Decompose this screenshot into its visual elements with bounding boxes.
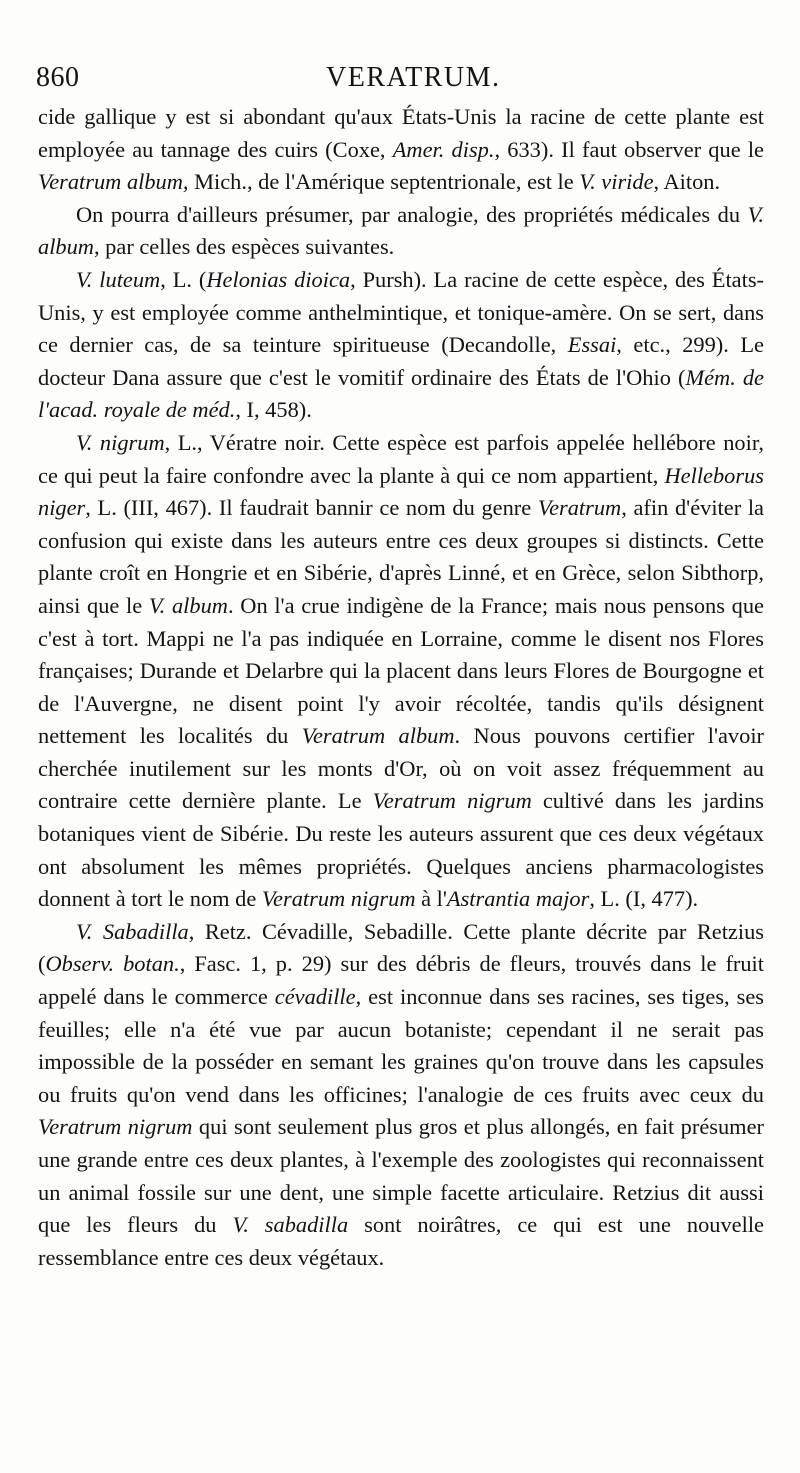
page-header (36, 60, 776, 104)
paragraph-proprietes (38, 199, 764, 264)
text-segment: cide gallique y est si abondant qu'aux États-Unis la racine de cette plante est employée au tannage des cuirs (Coxe, (38, 104, 764, 162)
text-segment: cultivé dans les jardins botaniques vient de Sibérie. Du reste les auteurs assurent que ces deux végétaux ont absolument les mêmes propriétés. Quelques anciens pharmacologistes donnent à tort le nom de (38, 788, 764, 912)
text-segment: sont noirâtres, ce qui est une nouvelle ressemblance entre ces deux végétaux. (38, 1212, 764, 1270)
text-segment: , Retz. Cévadille, Sebadille. Cette plante décrite par Retzius ( (38, 918, 764, 977)
paragraph-v-sabadilla (38, 916, 764, 1275)
page-number: 860 (36, 62, 80, 93)
italic-text-segment: Astrantia major (446, 886, 590, 912)
text-segment: , 633). Il faut observer que le (494, 136, 764, 162)
text-segment: , Fasc. 1, p. 29) sur des débris de fleurs, trouvés dans le fruit appelé dans le commerce (38, 951, 764, 1010)
italic-text-segment: Veratrum (537, 495, 622, 521)
text-segment: Mich., de l'Amérique septentrionale, est le (188, 169, 580, 195)
italic-text-segment: V. album (148, 592, 228, 618)
text-segment: , Aiton. (653, 169, 721, 195)
italic-text-segment: V. nigrum (76, 429, 165, 455)
italic-text-segment: Veratrum nigrum (261, 886, 416, 912)
italic-text-segment: V. luteum (76, 266, 161, 292)
paragraph-v-nigrum (38, 427, 764, 916)
italic-text-segment: Veratrum album, (38, 169, 189, 195)
paragraph-v-luteum (38, 264, 764, 427)
text-segment: , L. (I, 477). (589, 886, 699, 912)
italic-text-segment: Veratrum nigrum (372, 788, 532, 814)
text-segment: , Pursh). La racine de cette espèce, des États-Unis, y est employée comme anthelmintique, et tonique-amère. On se sert, dans ce dernier cas, de sa teinture spiritueuse (Decandolle, (38, 266, 764, 358)
italic-text-segment: V. sabadilla (232, 1212, 349, 1238)
text-segment: est inconnue dans ses racines, ses tiges, ses feuilles; elle n'a été vue par aucun botaniste; cependant il ne serait pas impossible de la posséder en semant les graines qu'on trouve dans les capsules ou fruits qu'on vend dans les officines; l'analogie de ces fruits avec ceux du (38, 984, 764, 1107)
italic-text-segment: Mém. de l'acad. royale de méd. (38, 364, 764, 423)
italic-text-segment: V. Sabadilla (76, 918, 189, 944)
italic-text-segment: Essai (567, 332, 617, 358)
text-segment: , L. ( (160, 266, 207, 292)
italic-text-segment: Veratrum album (301, 723, 455, 749)
text-segment: On pourra d'ailleurs présumer, par analogie, des propriétés médicales du (76, 201, 748, 227)
italic-text-segment: Helleborus niger (38, 462, 764, 521)
italic-text-segment: Veratrum nigrum (38, 1114, 193, 1140)
text-segment: qui sont seulement plus gros et plus allongés, en fait présumer une grande entre ces deux plantes, à l'exemple des zoologistes qui reconnaissent un animal fossile sur une dent, une simple facette articulaire. Retzius dit aussi que les fleurs du (38, 1114, 764, 1238)
text-segment: , etc., 299). Le docteur Dana assure que c'est le vomitif ordinaire des États de l'Ohio ( (38, 332, 764, 390)
body-text (38, 101, 764, 1274)
italic-text-segment: V. viride (579, 169, 654, 195)
text-segment: , L., Vératre noir. Cette espèce est parfois appelée hellébore noir, ce qui peut la faire confondre avec la plante à qui ce nom appartient, (38, 429, 764, 488)
text-segment: , I, 458). (235, 397, 312, 423)
text-segment: , L. (III, 467). Il faudrait bannir ce nom du genre (85, 495, 538, 521)
running-head: VERATRUM. (326, 62, 501, 93)
italic-text-segment: cévadille, (274, 984, 362, 1010)
text-segment: , par celles des espèces suivantes. (93, 234, 395, 260)
italic-text-segment: Amer. disp. (392, 136, 495, 162)
italic-text-segment: V. album (38, 201, 764, 260)
text-segment: . On l'a crue indigène de la France; mais nous pensons que c'est à tort. Mappi ne l'a pas indiquée en Lorraine, comme le disent nos Flores françaises; Durande et Delarbre qui la placent dans leurs Flores de Bourgogne et de l'Auvergne, ne disent point l'y avoir récoltée, tandis qu'ils désignent nettement les localités du (38, 592, 764, 749)
italic-text-segment: Observ. botan. (45, 951, 180, 977)
italic-text-segment: Helonias dioica (206, 266, 351, 292)
text-segment: à l' (415, 886, 447, 912)
paragraph-tannage (38, 101, 764, 199)
text-segment: . Nous pouvons certifier l'avoir cherchée inutilement sur les monts d'Or, où on voit assez fréquemment au contraire cette dernière plante. Le (38, 723, 764, 814)
text-segment: , afin d'éviter la confusion qui existe dans les auteurs entre ces deux groupes si distincts. Cette plante croît en Hongrie et en Sibérie, d'après Linné, et en Grèce, selon Sibthorp, ainsi que le (38, 495, 764, 618)
